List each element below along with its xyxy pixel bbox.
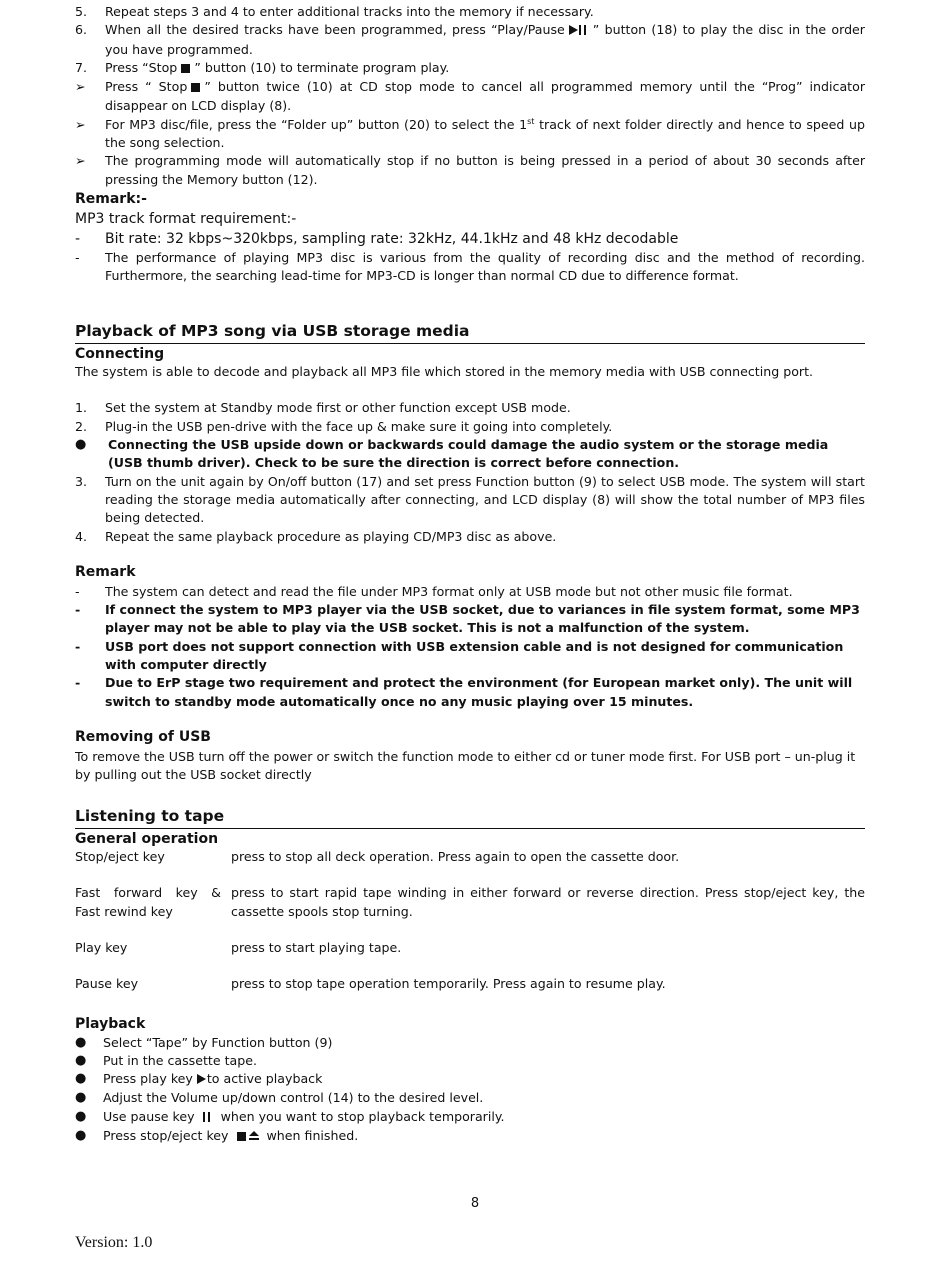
list-item [75,152,865,189]
subsection-title: General operation [75,830,219,847]
list-item [75,1089,865,1107]
step-text: Use pause key [103,1108,195,1124]
remark-heading: Remark:- [75,190,147,207]
step-text: Put in the cassette tape. [103,1052,257,1068]
note-text: For MP3 disc/file, press the “Folder up” button (20) to select the 1 [105,116,528,132]
list-item [75,249,865,286]
step-text: to active playback [206,1071,323,1087]
key-table [75,975,865,993]
note-text: track of next folder directly and hence to speed up the song selection. [105,116,866,151]
warning-item [75,436,865,473]
list-item [75,3,865,21]
list-item [75,1034,865,1052]
remark-text: Bit rate: 32 kbps~320kbps, sampling rate: 32kHz, 44.1kHz and 48 kHz decodable [105,230,679,247]
list-item [75,399,865,417]
superscript: st [527,116,535,126]
key-description: press to stop tape operation temporarily. Press again to resume play. [231,976,666,992]
list-item [75,229,865,249]
bullet-icon: ● [75,1052,87,1068]
subsection-title: Connecting [75,345,165,362]
bullet-icon: ● [75,1034,87,1050]
note-text: The programming mode will automatically stop if no button is being pressed in a period of about 30 seconds after pressing the Memory button (12). [105,153,865,187]
manual-page [75,0,865,1146]
list-item [75,78,865,116]
bullet-icon: ● [75,1128,87,1144]
step-text: Press play key [103,1071,193,1087]
list-item [75,674,865,711]
step-text: ” button (10) to terminate program play. [194,59,450,75]
bullet-icon: ● [75,1090,87,1106]
key-table [75,848,865,866]
step-text: Repeat the same playback procedure as playing CD/MP3 disc as above. [105,528,557,544]
program-steps [75,0,865,189]
key-name: Pause key [75,976,139,992]
dash-bullet: - [75,249,80,265]
usb-section [75,322,865,785]
list-item [75,638,865,675]
paragraph: The system is able to decode and playback all MP3 file which stored in the memory media with USB connecting port. [75,364,814,380]
page-number: 8 [470,1196,480,1211]
list-item [75,601,865,638]
remark-text: Due to ErP stage two requirement and protect the environment (for European market only). The unit will switch to standby mode automatically once no any music playing over 15 minutes. [105,675,853,709]
key-description: press to start playing tape. [231,939,402,955]
key-name: Play key [75,939,128,955]
version-label: Version: 1.0 [75,1234,153,1251]
step-text: ” button (18) to play the disc in the order you have programmed. [105,22,865,57]
dash-bullet: - [75,675,81,691]
bullet-icon: ● [75,437,87,453]
subsection-title: Remark [75,563,136,580]
step-text: Press “Stop [105,59,178,75]
remark-text: USB port does not support connection with USB extension cable and is not designed for communication with computer directly [105,638,844,673]
key-table [75,884,865,921]
remark-subtitle: MP3 track format requirement:- [75,210,297,227]
step-number: 5. [75,4,88,19]
list-item [75,418,865,436]
stop-eject-icon [237,1128,259,1146]
remark-text: The system can detect and read the file under MP3 format only at USB mode but not other music file format. [105,583,793,599]
play-pause-icon [569,22,589,40]
list-item [75,21,865,59]
subsection-title: Playback [75,1015,146,1032]
step-text: Repeat steps 3 and 4 to enter additional tracks into the memory if necessary. [105,4,594,19]
step-text: Adjust the Volume up/down control (14) to the desired level. [103,1090,484,1106]
list-item [75,59,865,78]
step-number: 7. [75,59,88,75]
pause-icon [203,1109,213,1127]
note-text: Press “ Stop [105,79,188,95]
step-number: 4. [75,528,88,544]
section-title: Listening to tape [75,807,865,829]
step-text: Select “Tape” by Function button (9) [103,1034,333,1050]
subsection-title: Removing of USB [75,728,211,745]
list-item [75,473,865,528]
list-item [75,528,865,546]
step-text: when finished. [266,1128,359,1144]
bullet-icon: ● [75,1108,87,1124]
dash-bullet: - [75,602,81,618]
arrow-bullet-icon: ➢ [75,116,86,132]
arrow-bullet-icon: ➢ [75,153,86,169]
play-icon [197,1071,206,1089]
warning-text: Connecting the USB upside down or backwards could damage the audio system or the storage media (USB thumb driver). Check to be sure the direction is correct before connection. [108,437,829,471]
bullet-icon: ● [75,1071,87,1087]
step-text: Set the system at Standby mode first or other function except USB mode. [105,400,571,416]
dash-bullet: - [75,583,80,599]
paragraph: To remove the USB turn off the power or switch the function mode to either cd or tuner mode first. For USB port – un-plug it by pulling out the USB socket directly [75,748,856,783]
section-title: Playback of MP3 song via USB storage media [75,322,865,344]
list-item [75,116,865,153]
list-item [75,1108,865,1127]
stop-icon [191,79,200,97]
step-number: 1. [75,400,88,416]
note-text: ” button twice (10) at CD stop mode to cancel all programmed memory until the “Prog” indicator disappear on LCD display (8). [105,79,865,114]
list-item [75,583,865,601]
remark-text: The performance of playing MP3 disc is various from the quality of recording disc and the method of recording. Furthermore, the searching lead-time for MP3-CD is longer than normal CD due to difference format. [105,249,865,284]
step-text: Press stop/eject key [103,1128,229,1144]
remark-text: If connect the system to MP3 player via the USB socket, due to variances in file system format, some MP3 player may not be able to play via the USB socket. This is not a malfunction of the system. [105,602,860,636]
step-number: 3. [75,473,88,489]
dash-bullet: - [75,638,81,654]
stop-icon [181,60,190,78]
step-text: Turn on the unit again by On/off button (17) and set press Function button (9) to select USB mode. The system will start reading the storage media automatically after connecting, and LCD display (8) will show the total number of MP3 files being detected. [105,473,865,526]
tape-section [75,807,865,1147]
arrow-bullet-icon: ➢ [75,79,86,95]
key-description: press to stop all deck operation. Press again to open the cassette door. [231,849,680,865]
list-item [75,1070,865,1089]
step-number: 6. [75,22,88,38]
step-number: 2. [75,418,88,434]
key-name: Fast forward key & Fast rewind key [75,885,221,919]
list-item [75,1052,865,1070]
key-table [75,939,865,957]
key-description: press to start rapid tape winding in either forward or reverse direction. Press stop/eject key, the cassette spools stop turning. [231,885,865,919]
key-name: Stop/eject key [75,849,165,865]
dash-bullet: - [75,230,81,247]
mp3-remark [75,189,865,286]
list-item [75,1127,865,1146]
step-text: when you want to stop playback temporarily. [220,1108,505,1124]
step-text: Plug-in the USB pen-drive with the face up & make sure it going into completely. [105,418,613,434]
step-text: When all the desired tracks have been programmed, press “Play/Pause [105,22,565,38]
